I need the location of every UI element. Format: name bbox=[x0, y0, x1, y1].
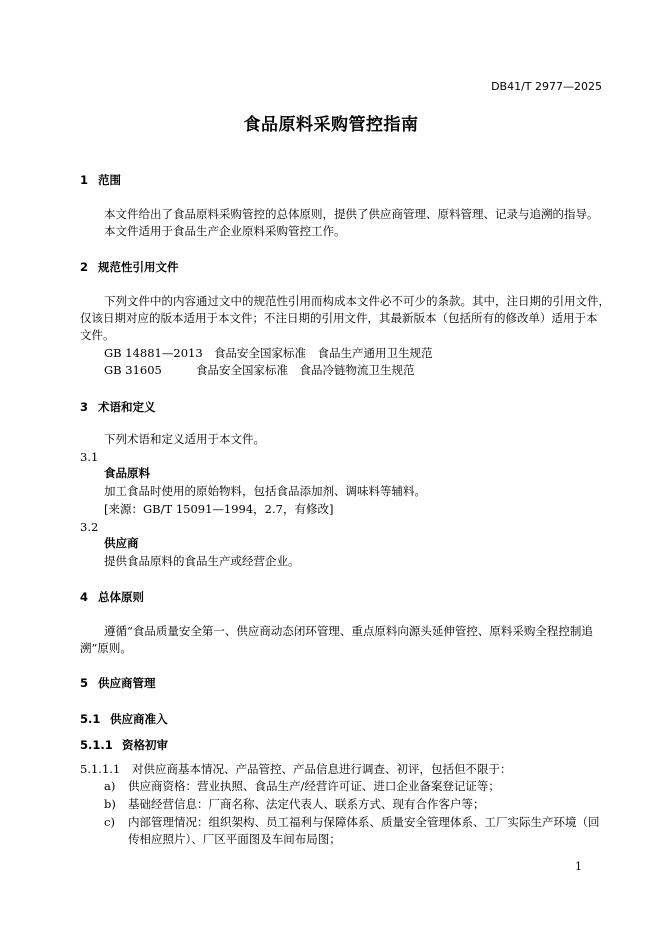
term-number: 3.1 bbox=[80, 450, 99, 464]
term-definition: 加工食品时使用的原始物料，包括食品添加剂、调味料等辅料。 bbox=[104, 484, 426, 498]
section-number: 3 bbox=[80, 400, 89, 414]
term-name: 食品原料 bbox=[104, 466, 150, 480]
section-1-paragraph-1: 本文件给出了食品原料采购管控的总体原则，提供了供应商管理、原料管理、记录与追溯的指导。 bbox=[104, 207, 599, 221]
section-5-heading bbox=[80, 675, 156, 691]
section-2-paragraph-line-3: 文件。 bbox=[80, 328, 115, 342]
section-2-heading bbox=[80, 259, 179, 275]
section-3-intro: 下列术语和定义适用于本文件。 bbox=[104, 432, 265, 446]
term-source: [来源：GB/T 15091—1994，2.7，有修改] bbox=[104, 502, 334, 516]
list-item bbox=[104, 777, 500, 795]
page-number: 1 bbox=[575, 860, 582, 873]
term-definition: 提供食品原料的食品生产或经营企业。 bbox=[104, 554, 300, 568]
section-title: 规范性引用文件 bbox=[98, 260, 179, 274]
section-4-paragraph-line-1: 遵循“食品质量安全第一、供应商动态闭环管理、重点原料向源头延伸管控、原料采购全程控制追 bbox=[104, 624, 593, 638]
document-title: 食品原料采购管控指南 bbox=[243, 115, 419, 135]
subsection-title: 供应商准入 bbox=[110, 712, 168, 726]
list-item bbox=[104, 813, 600, 831]
list-item-text: 供应商资格：营业执照、食品生产/经营许可证、进口企业备案登记证等； bbox=[128, 779, 500, 793]
document-id: DB41/T 2977—2025 bbox=[491, 80, 602, 93]
list-item-text: 基础经营信息：厂商名称、法定代表人、联系方式、现有合作客户等； bbox=[128, 797, 485, 811]
term-number: 3.2 bbox=[80, 520, 99, 534]
section-2-paragraph-line-1: 下列文件中的内容通过文中的规范性引用而构成本文件必不可少的条款。其中，注日期的引用文件， bbox=[104, 294, 610, 308]
section-title: 范围 bbox=[98, 173, 121, 187]
subsection-5-1-heading bbox=[80, 711, 168, 727]
section-number: 5 bbox=[80, 676, 89, 690]
list-item-text: 内部管理情况：组织架构、员工福利与保障体系、质量安全管理体系、工厂实际生产环境（回 bbox=[128, 815, 600, 829]
section-2-paragraph-line-2: 仅该日期对应的版本适用于本文件；不注日期的引用文件，其最新版本（包括所有的修改单）适用于本 bbox=[80, 311, 598, 325]
section-title: 供应商管理 bbox=[98, 676, 156, 690]
clause-text: 对供应商基本情况、产品管控、产品信息进行调查、初评，包括但不限于： bbox=[132, 762, 512, 776]
subsection-number: 5.1 bbox=[80, 712, 101, 726]
list-marker: c) bbox=[104, 815, 115, 829]
section-title: 总体原则 bbox=[98, 590, 144, 604]
section-1-heading bbox=[80, 172, 121, 188]
reference-code: GB 14881—2013 bbox=[104, 346, 203, 360]
list-marker: a) bbox=[104, 779, 116, 793]
section-1-paragraph-2: 本文件适用于食品生产企业原料采购管控工作。 bbox=[104, 224, 346, 238]
normative-reference bbox=[104, 345, 433, 361]
clause-5-1-1-1 bbox=[80, 760, 512, 778]
section-number: 4 bbox=[80, 590, 89, 604]
section-title: 术语和定义 bbox=[98, 400, 156, 414]
reference-code: GB 31605 bbox=[104, 363, 162, 377]
subsection-number: 5.1.1 bbox=[80, 738, 113, 752]
section-number: 1 bbox=[80, 173, 89, 187]
section-3-heading bbox=[80, 399, 156, 415]
term-name: 供应商 bbox=[104, 536, 139, 550]
reference-title: 食品安全国家标准 食品冷链物流卫生规范 bbox=[196, 363, 415, 377]
section-4-heading bbox=[80, 589, 144, 605]
section-4-paragraph-line-2: 溯”原则。 bbox=[80, 641, 132, 655]
list-item bbox=[104, 795, 485, 813]
subsection-title: 资格初审 bbox=[122, 738, 168, 752]
list-marker: b) bbox=[104, 797, 116, 811]
normative-reference bbox=[104, 362, 415, 378]
list-item-continuation: 传相应照片）、厂区平面图及车间布局图； bbox=[128, 832, 341, 846]
subsection-5-1-1-heading bbox=[80, 737, 168, 753]
section-number: 2 bbox=[80, 260, 89, 274]
reference-title: 食品安全国家标准 食品生产通用卫生规范 bbox=[214, 346, 433, 360]
clause-number: 5.1.1.1 bbox=[80, 762, 121, 776]
